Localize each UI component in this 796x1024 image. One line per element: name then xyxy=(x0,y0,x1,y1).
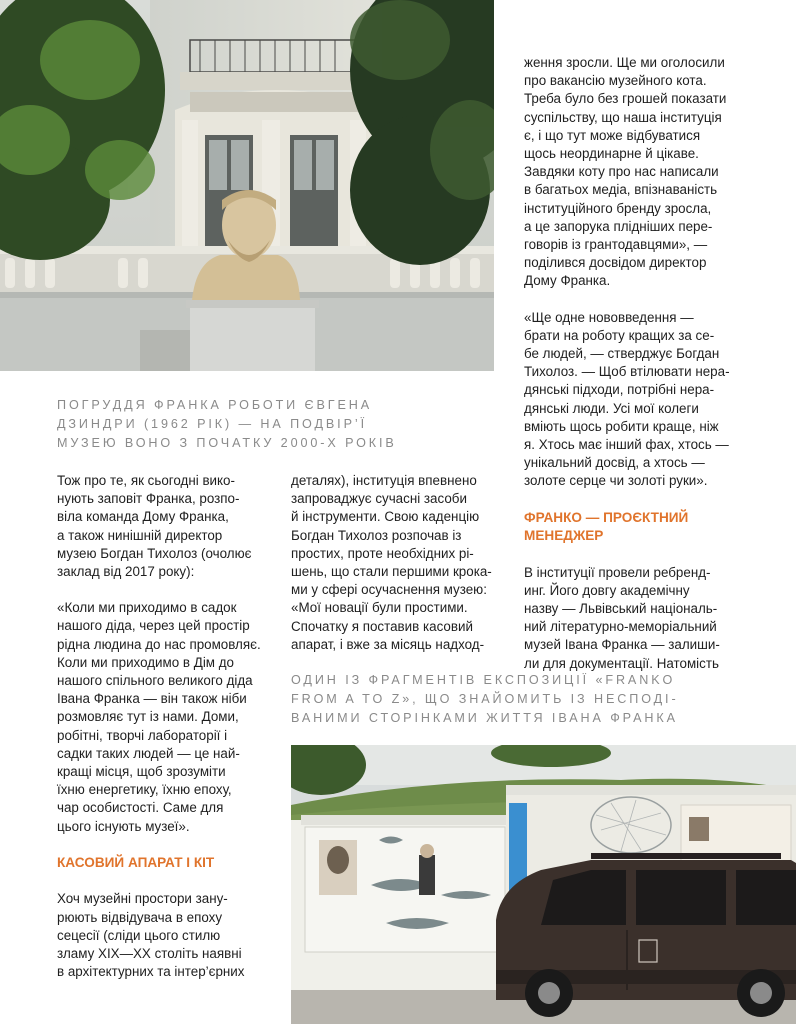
section-heading: ФРАНКО — ПРОЄКТНИЙ МЕНЕДЖЕР xyxy=(524,509,689,544)
exhibit-photo xyxy=(291,745,796,1024)
caption-line: ОДИН ІЗ ФРАГМЕНТІВ ЕКСПОЗИЦІЇ «FRANKO xyxy=(291,673,676,687)
bust-photo xyxy=(0,0,494,371)
caption-line: ДЗИНДРИ (1962 РІК) — НА ПОДВІР’Ї xyxy=(57,417,367,431)
caption-line: FROM A TO Z», ЩО ЗНАЙОМИТЬ ІЗ НЕСПОДІ- xyxy=(291,692,679,706)
text-column-1 xyxy=(57,472,272,981)
paragraph: деталях), інституція впевнено запроваджує сучасні засоби й інструменти. Свою каденцію Богдан Тихолоз розпочав із простих, проте необхідних рі- шень, що стали першими крока- ми у сфері осучаснення музею: «Мої новації були простими. Спочатку я поставив касовий апарат, і вже за місяць надход- xyxy=(291,473,492,652)
caption-line: ПОГРУДДЯ ФРАНКА РОБОТИ ЄВГЕНА xyxy=(57,398,373,412)
section-heading: КАСОВИЙ АПАРАТ І КІТ xyxy=(57,854,215,870)
paragraph: «Коли ми приходимо в садок нашого діда, через цей простір рідна людина до нас промовляє. Коли ми приходимо в Дім до нашого спільного великого діда Івана Франка — він також ніби розмовляє тут із нами. Доми, робітні, творчі лабораторії і садки таких людей — це най- кращі місця, щоб зрозуміти їхню енергетику, їхню епоху, чар особистості. Саме для цього існують музеї». xyxy=(57,600,261,834)
text-column-2 xyxy=(291,472,506,654)
caption-line: ВАНИМИ СТОРІНКАМИ ЖИТТЯ ІВАНА ФРАНКА xyxy=(291,711,678,725)
exhibit-photo-caption xyxy=(291,671,791,728)
text-column-3 xyxy=(524,54,754,673)
paragraph: В інституції провели ребренд- инг. Його довгу академічну назву — Львівський національ- ний літературно-меморіальний музей Івана Франка — залиши- ли для документації. Натомість xyxy=(524,564,720,671)
paragraph: «Ще одне нововведення — брати на роботу кращих за се- бе людей, — стверджує Богдан Тихолоз. — Щоб втілювати нера- дянські підходи, потрібні нера- дянські люди. Усі мої колеги вміють щось робити краще, ніж я. Хтось має інший фах, хтось — унікальний досвід, а хтось — золоте серце чи золоті руки». xyxy=(524,309,730,489)
paragraph: Хоч музейні простори зану- рюють відвідувача в епоху сецесії (сліди цього стилю зламу XIX—XX століть наявні в архітектурних та інтер’єрних xyxy=(57,891,245,980)
exhibit-photo-illustration xyxy=(291,745,796,1024)
bust-photo-caption xyxy=(57,396,457,453)
caption-line: МУЗЕЮ ВОНО З ПОЧАТКУ 2000-Х РОКІВ xyxy=(57,436,397,450)
paragraph: ження зросли. Ще ми оголосили про вакансію музейного кота. Треба було без грошей показати суспільству, що наша інституція є, і що тут може відбуватися щось неординарне й цікаве. Завдяки коту про нас написали в багатьох медіа, впізнаваність інституційного бренду зросла, а це запорука плідніших пере- говорів із грантодавцями», — поділився досвідом директор Дому Франка. xyxy=(524,55,727,289)
bust-photo-illustration xyxy=(0,0,494,371)
paragraph: Тож про те, як сьогодні вико- нують заповіт Франка, розпо- віла команда Дому Франка, а також нинішній директор музею Богдан Тихолоз (очолює заклад від 2017 року): xyxy=(57,473,252,580)
